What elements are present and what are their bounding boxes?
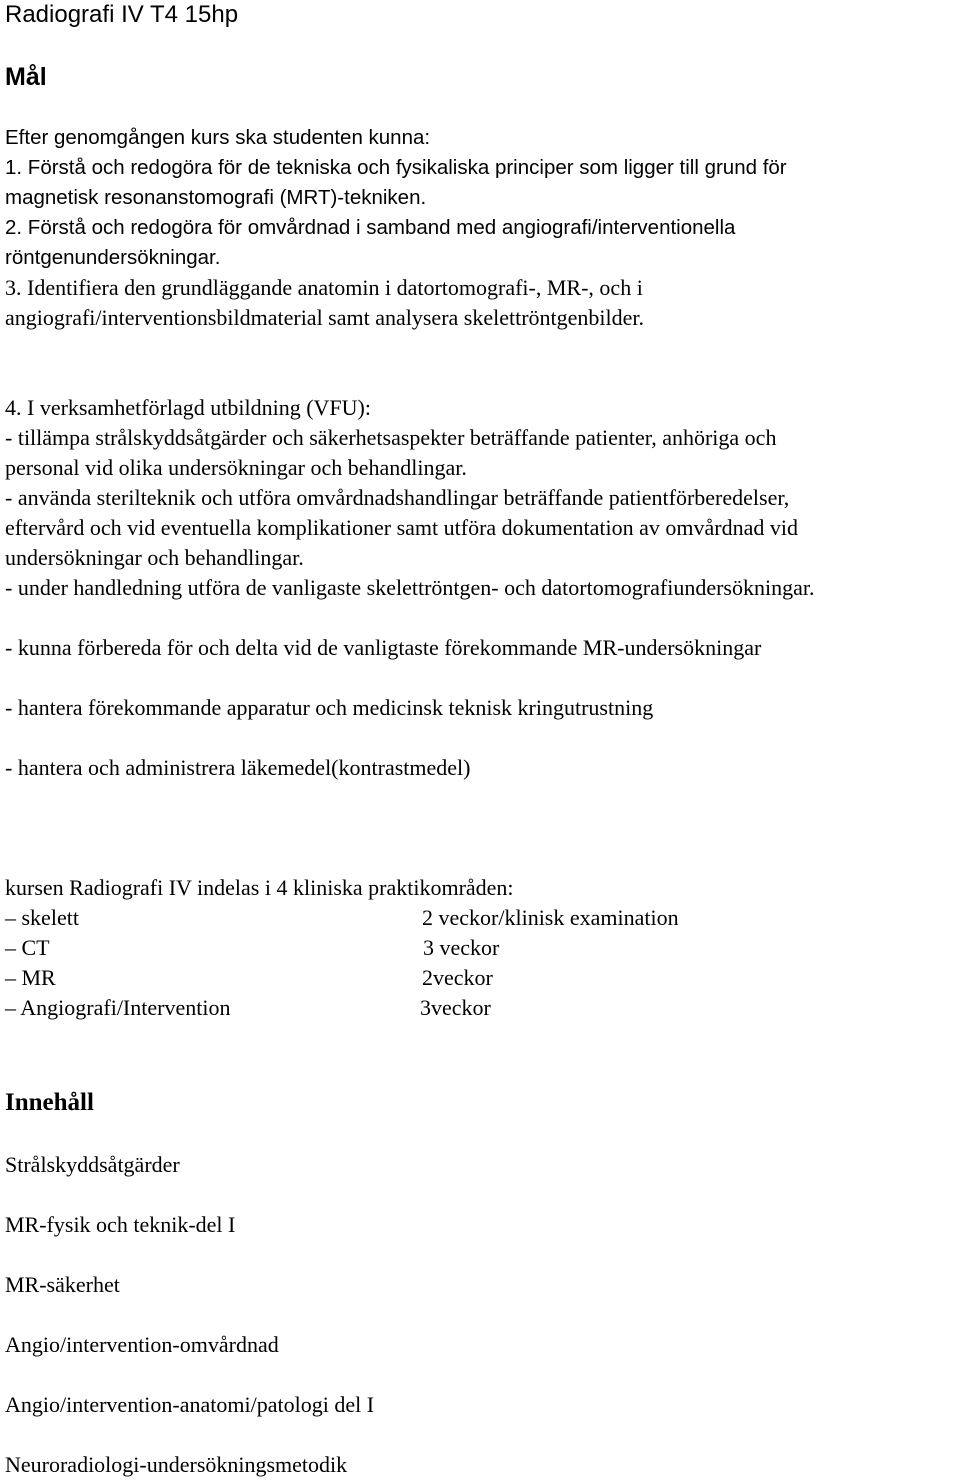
goal-line: 2. Förstå och redogöra för omvårdnad i samband med angiografi/interventionella	[5, 216, 736, 239]
area-row	[5, 933, 50, 963]
areas-intro: kursen Radiografi IV indelas i 4 kliniska praktikområden:	[5, 875, 514, 900]
content-heading: Innehåll	[5, 1089, 94, 1116]
goals-intro: Efter genomgången kurs ska studenten kunna:	[5, 126, 431, 149]
area-name: – Angiografi/Intervention	[5, 995, 231, 1020]
vfu-line: - tillämpa strålskyddsåtgärder och säkerhetsaspekter beträffande patienter, anhöriga och	[5, 425, 777, 450]
vfu-line: personal vid olika undersökningar och behandlingar.	[5, 455, 467, 480]
goal-line: röntgenundersökningar.	[5, 246, 221, 269]
vfu-line: - under handledning utföra de vanligaste skelettröntgen- och datortomografiundersökningar.	[5, 575, 815, 600]
area-duration: 3veckor	[420, 995, 491, 1020]
goal-line: angiografi/interventionsbildmaterial samt analysera skelettröntgenbilder.	[5, 305, 645, 330]
area-name: – skelett	[5, 905, 79, 930]
area-duration: 2 veckor/klinisk examination	[422, 905, 679, 930]
vfu-line: 4. I verksamhetförlagd utbildning (VFU):	[5, 395, 371, 420]
area-duration: 3 veckor	[423, 935, 500, 960]
extra-goal-item: - hantera och administrera läkemedel(kontrastmedel)	[5, 755, 471, 780]
goal-line: magnetisk resonanstomografi (MRT)-tekniken.	[5, 186, 427, 209]
content-item: MR-säkerhet	[5, 1272, 120, 1297]
area-duration: 2veckor	[422, 965, 493, 990]
area-row	[5, 993, 230, 1023]
extra-goal-item: - hantera förekommande apparatur och medicinsk teknisk kringutrustning	[5, 695, 654, 720]
goals-heading: Mål	[5, 63, 47, 91]
area-name: – MR	[5, 965, 56, 990]
document-title: Radiografi IV T4 15hp	[5, 1, 239, 28]
vfu-line: undersökningar och behandlingar.	[5, 545, 304, 570]
area-row	[5, 903, 79, 933]
vfu-line: eftervård och vid eventuella komplikationer samt utföra dokumentation av omvårdnad vid	[5, 515, 798, 540]
content-item: Angio/intervention-omvårdnad	[5, 1332, 279, 1357]
area-name: – CT	[5, 935, 50, 960]
content-item: Strålskyddsåtgärder	[5, 1152, 180, 1177]
area-row	[5, 963, 56, 993]
content-item: Neuroradiologi-undersökningsmetodik	[5, 1452, 348, 1477]
content-item: Angio/intervention-anatomi/patologi del I	[5, 1392, 375, 1417]
goal-line: 3. Identifiera den grundläggande anatomin i datortomografi-, MR-, och i	[5, 275, 643, 300]
goal-line: 1. Förstå och redogöra för de tekniska och fysikaliska principer som ligger till grund för	[5, 156, 787, 179]
content-item: MR-fysik och teknik-del I	[5, 1212, 236, 1237]
extra-goal-item: - kunna förbereda för och delta vid de vanligtaste förekommande MR-undersökningar	[5, 635, 762, 660]
vfu-line: - använda sterilteknik och utföra omvårdnadshandlingar beträffande patientförberedelser,	[5, 485, 790, 510]
